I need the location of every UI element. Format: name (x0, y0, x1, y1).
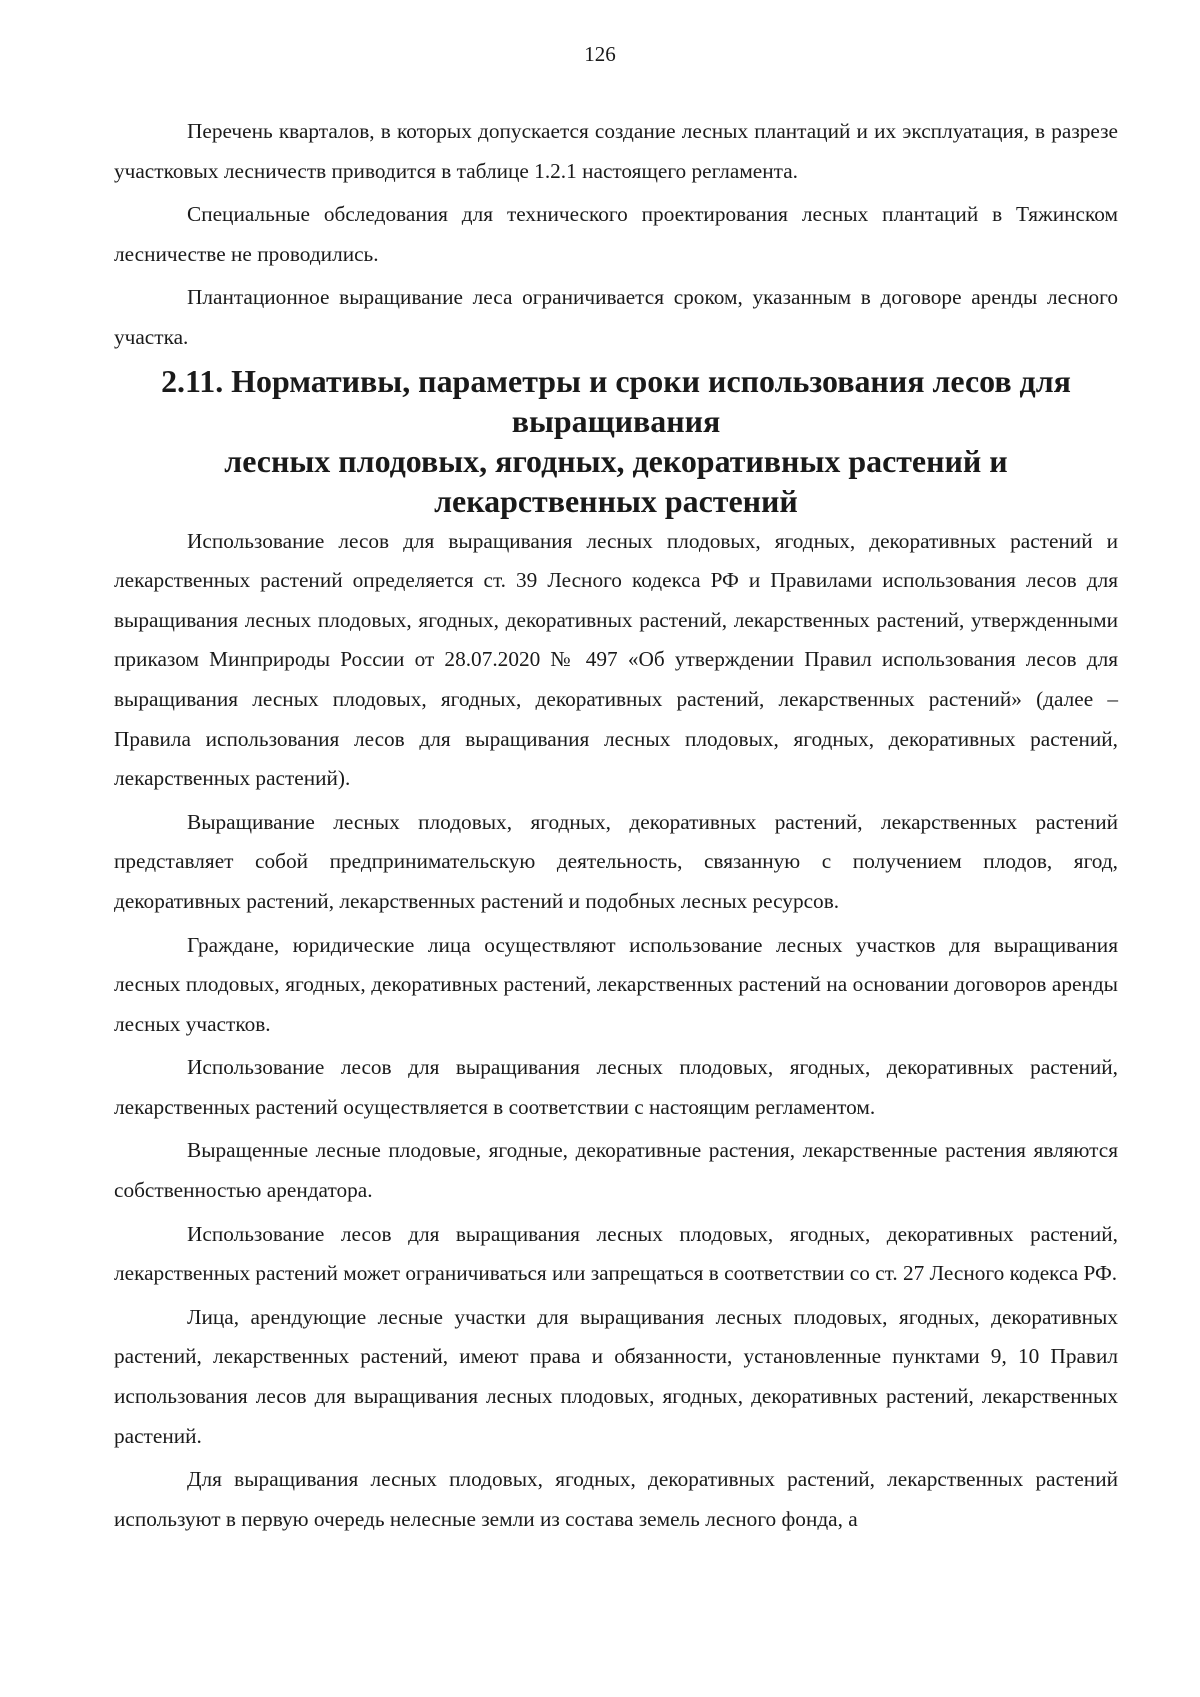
section-heading-line-1: 2.11. Нормативы, параметры и сроки использования лесов для выращивания (161, 363, 1071, 439)
paragraph-land-use: Для выращивания лесных плодовых, ягодных, декоративных растений, лекарственных растений используют в первую очередь нелесные земли из состава земель лесного фонда, а (114, 1467, 1118, 1531)
paragraph-lease-basis: Граждане, юридические лица осуществляют использование лесных участков для выращивания лесных плодовых, ягодных, декоративных растений, лекарственных растений на основании договоров аренды лесных участков. (114, 932, 1118, 1036)
paragraph-legal-basis: Использование лесов для выращивания лесных плодовых, ягодных, декоративных растений и лекарственных растений определяется ст. 39 Лесного кодекса РФ и Правилами использования лесов для выращивания лесных плодовых, ягодных, декоративных растений, лекарственных растений, утвержденными приказом Минприроды России от 28.07.2020 № 497 «Об утверждении Правил использования лесов для выращивания лесных плодовых, ягодных, декоративных растений, лекарственных растений» (далее – Правила использования лесов для выращивания лесных плодовых, ягодных, декоративных растений, лекарственных растений). (114, 528, 1118, 791)
paragraph-regulation-compliance: Использование лесов для выращивания лесных плодовых, ягодных, декоративных растений, лекарственных растений осуществляется в соответствии с настоящим регламентом. (114, 1055, 1118, 1119)
paragraph-special-surveys: Специальные обследования для технического проектирования лесных плантаций в Тяжинском лесничестве не проводились. (114, 202, 1118, 266)
section-heading (114, 362, 1118, 522)
paragraph-rights-obligations: Лица, арендующие лесные участки для выращивания лесных плодовых, ягодных, декоративных растений, лекарственных растений, имеют права и обязанности, установленные пунктами 9, 10 Правил использования лесов для выращивания лесных плодовых, ягодных, декоративных растений, лекарственных растений. (114, 1304, 1118, 1448)
paragraph-restrictions: Использование лесов для выращивания лесных плодовых, ягодных, декоративных растений, лекарственных растений может ограничиваться или запрещаться в соответствии со ст. 27 Лесного кодекса РФ. (114, 1221, 1118, 1286)
section-heading-line-2: лесных плодовых, ягодных, декоративных растений и лекарственных растений (224, 443, 1008, 519)
paragraph-plantation-quarters: Перечень кварталов, в которых допускается создание лесных плантаций и их эксплуатация, в разрезе участковых лесничеств приводится в таблице 1.2.1 настоящего регламента. (114, 119, 1118, 183)
page-number: 126 (584, 42, 616, 66)
document-body (114, 112, 1118, 1543)
paragraph-business-activity: Выращивание лесных плодовых, ягодных, декоративных растений, лекарственных растений представляет собой предпринимательскую деятельность, связанную с получением плодов, ягод, декоративных растений, лекарственных растений и подобных лесных ресурсов. (114, 809, 1118, 913)
paragraph-ownership: Выращенные лесные плодовые, ягодные, декоративные растения, лекарственные растения являются собственностью арендатора. (114, 1138, 1118, 1203)
paragraph-plantation-term: Плантационное выращивание леса ограничивается сроком, указанным в договоре аренды лесного участка. (114, 285, 1118, 349)
